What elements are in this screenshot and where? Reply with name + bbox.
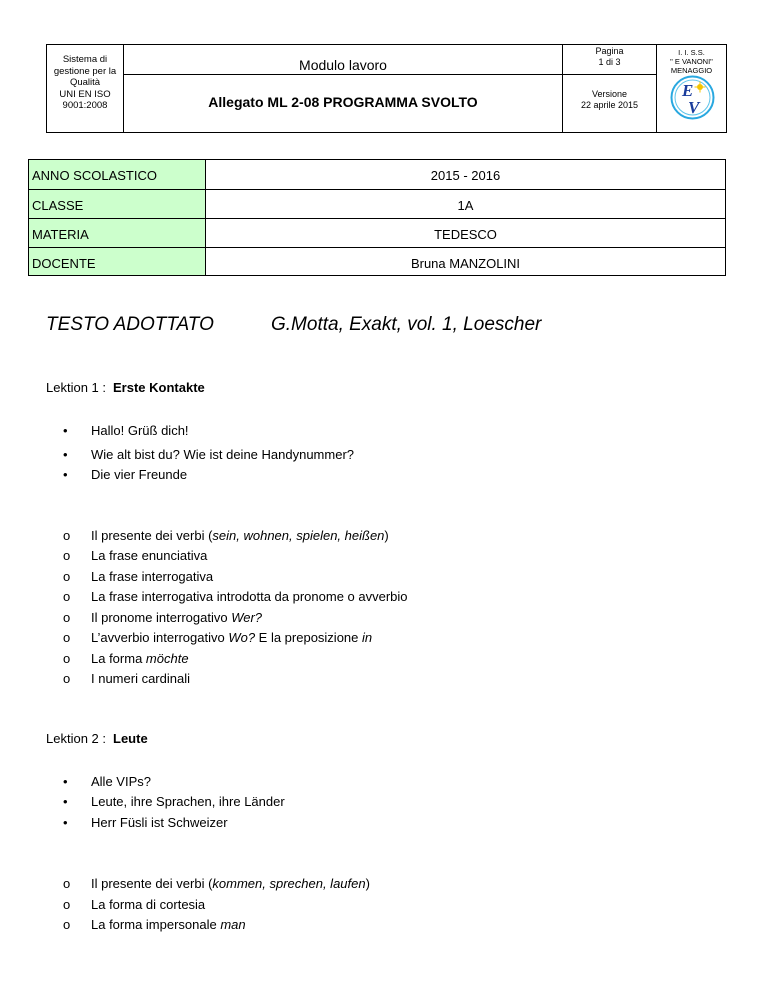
- lesson-title: Erste Kontakte: [113, 380, 205, 395]
- quality-system-cell: [47, 45, 124, 132]
- topic-text: Leute, ihre Sprachen, ihre Länder: [91, 794, 285, 809]
- topic-text: Die vier Freunde: [91, 467, 188, 482]
- circle-bullet-icon: o: [63, 610, 71, 625]
- circle-bullet-icon: o: [63, 671, 71, 686]
- info-label: CLASSE: [29, 189, 206, 218]
- grammar-example: möchte: [145, 651, 189, 666]
- grammar-text: [91, 569, 213, 584]
- quality-system-line: gestione per la: [53, 65, 117, 77]
- info-label: DOCENTE: [29, 247, 206, 275]
- info-value: Bruna MANZOLINI: [206, 247, 725, 275]
- info-row: [29, 160, 725, 189]
- grammar-fragment: Il pronome interrogativo: [91, 610, 232, 625]
- grammar-example: Wer?: [231, 610, 263, 625]
- grammar-fragment: La frase enunciativa: [91, 548, 208, 563]
- grammar-text: [91, 630, 372, 645]
- info-value: TEDESCO: [206, 218, 725, 247]
- grammar-example: kommen, sprechen, laufen: [212, 876, 366, 891]
- bullet-icon: •: [63, 447, 68, 462]
- bullet-icon: •: [63, 774, 68, 789]
- module-title: Modulo lavoro: [124, 45, 563, 75]
- grammar-fragment: La frase interrogativa introdotta da pronome o avverbio: [91, 589, 408, 604]
- textbook-value: G.Motta, Exakt, vol. 1, Loescher: [271, 314, 542, 335]
- version-cell: [563, 75, 657, 132]
- version-value: 22 aprile 2015: [580, 100, 639, 110]
- grammar-fragment: E la preposizione: [255, 630, 362, 645]
- lesson-label: Lektion 1 :: [46, 380, 106, 395]
- school-logo: [670, 75, 715, 120]
- circle-bullet-icon: o: [63, 897, 71, 912]
- grammar-fragment: L’avverbio interrogativo: [91, 630, 229, 645]
- grammar-fragment: La forma impersonale: [91, 917, 221, 932]
- svg-text:V: V: [688, 98, 700, 117]
- quality-system-line: 9001:2008: [62, 100, 108, 111]
- grammar-fragment: Il presente dei verbi (: [91, 528, 213, 543]
- document-header: [46, 44, 727, 133]
- topic-text: Alle VIPs?: [91, 774, 151, 789]
- page-value: 1 di 3: [598, 57, 621, 67]
- lesson-title: Leute: [113, 731, 148, 746]
- info-row: [29, 247, 725, 275]
- grammar-text: [91, 528, 389, 543]
- grammar-example: man: [220, 917, 246, 932]
- bullet-icon: •: [63, 467, 68, 482]
- info-label: ANNO SCOLASTICO: [29, 160, 206, 189]
- grammar-text: [91, 548, 207, 563]
- info-row: [29, 218, 725, 247]
- svg-text:E: E: [682, 81, 694, 100]
- circle-bullet-icon: o: [63, 548, 71, 563]
- lesson-label: Lektion 2 :: [46, 731, 106, 746]
- school-cell: [657, 45, 726, 132]
- grammar-text: [91, 610, 262, 625]
- grammar-fragment: La forma: [91, 651, 146, 666]
- page-cell: [563, 45, 657, 75]
- school-line: MENAGGIO: [670, 66, 713, 75]
- grammar-fragment: ): [384, 528, 389, 543]
- info-value: 2015 - 2016: [430, 168, 501, 183]
- topic-text: Herr Füsli ist Schweizer: [91, 815, 228, 830]
- grammar-text: [91, 589, 408, 604]
- grammar-fragment: I numeri cardinali: [91, 671, 190, 686]
- circle-bullet-icon: o: [63, 630, 71, 645]
- grammar-text: [91, 651, 189, 666]
- info-row: [29, 189, 725, 218]
- grammar-example: sein, wohnen, spielen, heißen: [212, 528, 385, 543]
- circle-bullet-icon: o: [63, 651, 71, 666]
- circle-bullet-icon: o: [63, 528, 71, 543]
- version-label: Versione: [591, 89, 628, 99]
- lesson-heading: [46, 731, 148, 746]
- grammar-text: [91, 917, 246, 932]
- circle-bullet-icon: o: [63, 589, 71, 604]
- grammar-fragment: La frase interrogativa: [91, 569, 214, 584]
- grammar-fragment: ): [365, 876, 370, 891]
- grammar-fragment: Il presente dei verbi (: [91, 876, 213, 891]
- grammar-text: [91, 671, 190, 686]
- grammar-text: [91, 897, 205, 912]
- lesson-heading: [46, 380, 205, 395]
- circle-bullet-icon: o: [63, 917, 71, 932]
- quality-system-line: Sistema di: [62, 54, 108, 65]
- bullet-icon: •: [63, 423, 68, 438]
- info-label: MATERIA: [29, 218, 206, 247]
- grammar-fragment: La forma di cortesia: [91, 897, 206, 912]
- quality-system-line: UNI EN ISO: [59, 88, 111, 100]
- info-value: 1A: [206, 189, 725, 218]
- topic-text: Wie alt bist du? Wie ist deine Handynummer?: [91, 447, 355, 462]
- info-table: [28, 159, 726, 276]
- quality-system-line: Qualità: [69, 77, 101, 88]
- grammar-text: [91, 876, 370, 891]
- circle-bullet-icon: o: [63, 569, 71, 584]
- textbook-label: TESTO ADOTTATO: [46, 314, 214, 335]
- page-label: Pagina: [595, 46, 624, 56]
- bullet-icon: •: [63, 794, 68, 809]
- document-title: Allegato ML 2-08 PROGRAMMA SVOLTO: [124, 75, 563, 132]
- grammar-example: Wo?: [228, 630, 256, 645]
- school-line: " E VANONI": [670, 57, 713, 66]
- circle-bullet-icon: o: [63, 876, 71, 891]
- school-line: I. I. S.S.: [678, 48, 705, 57]
- grammar-example: in: [362, 630, 373, 645]
- bullet-icon: •: [63, 815, 68, 830]
- topic-text: Hallo! Grüß dich!: [91, 423, 189, 438]
